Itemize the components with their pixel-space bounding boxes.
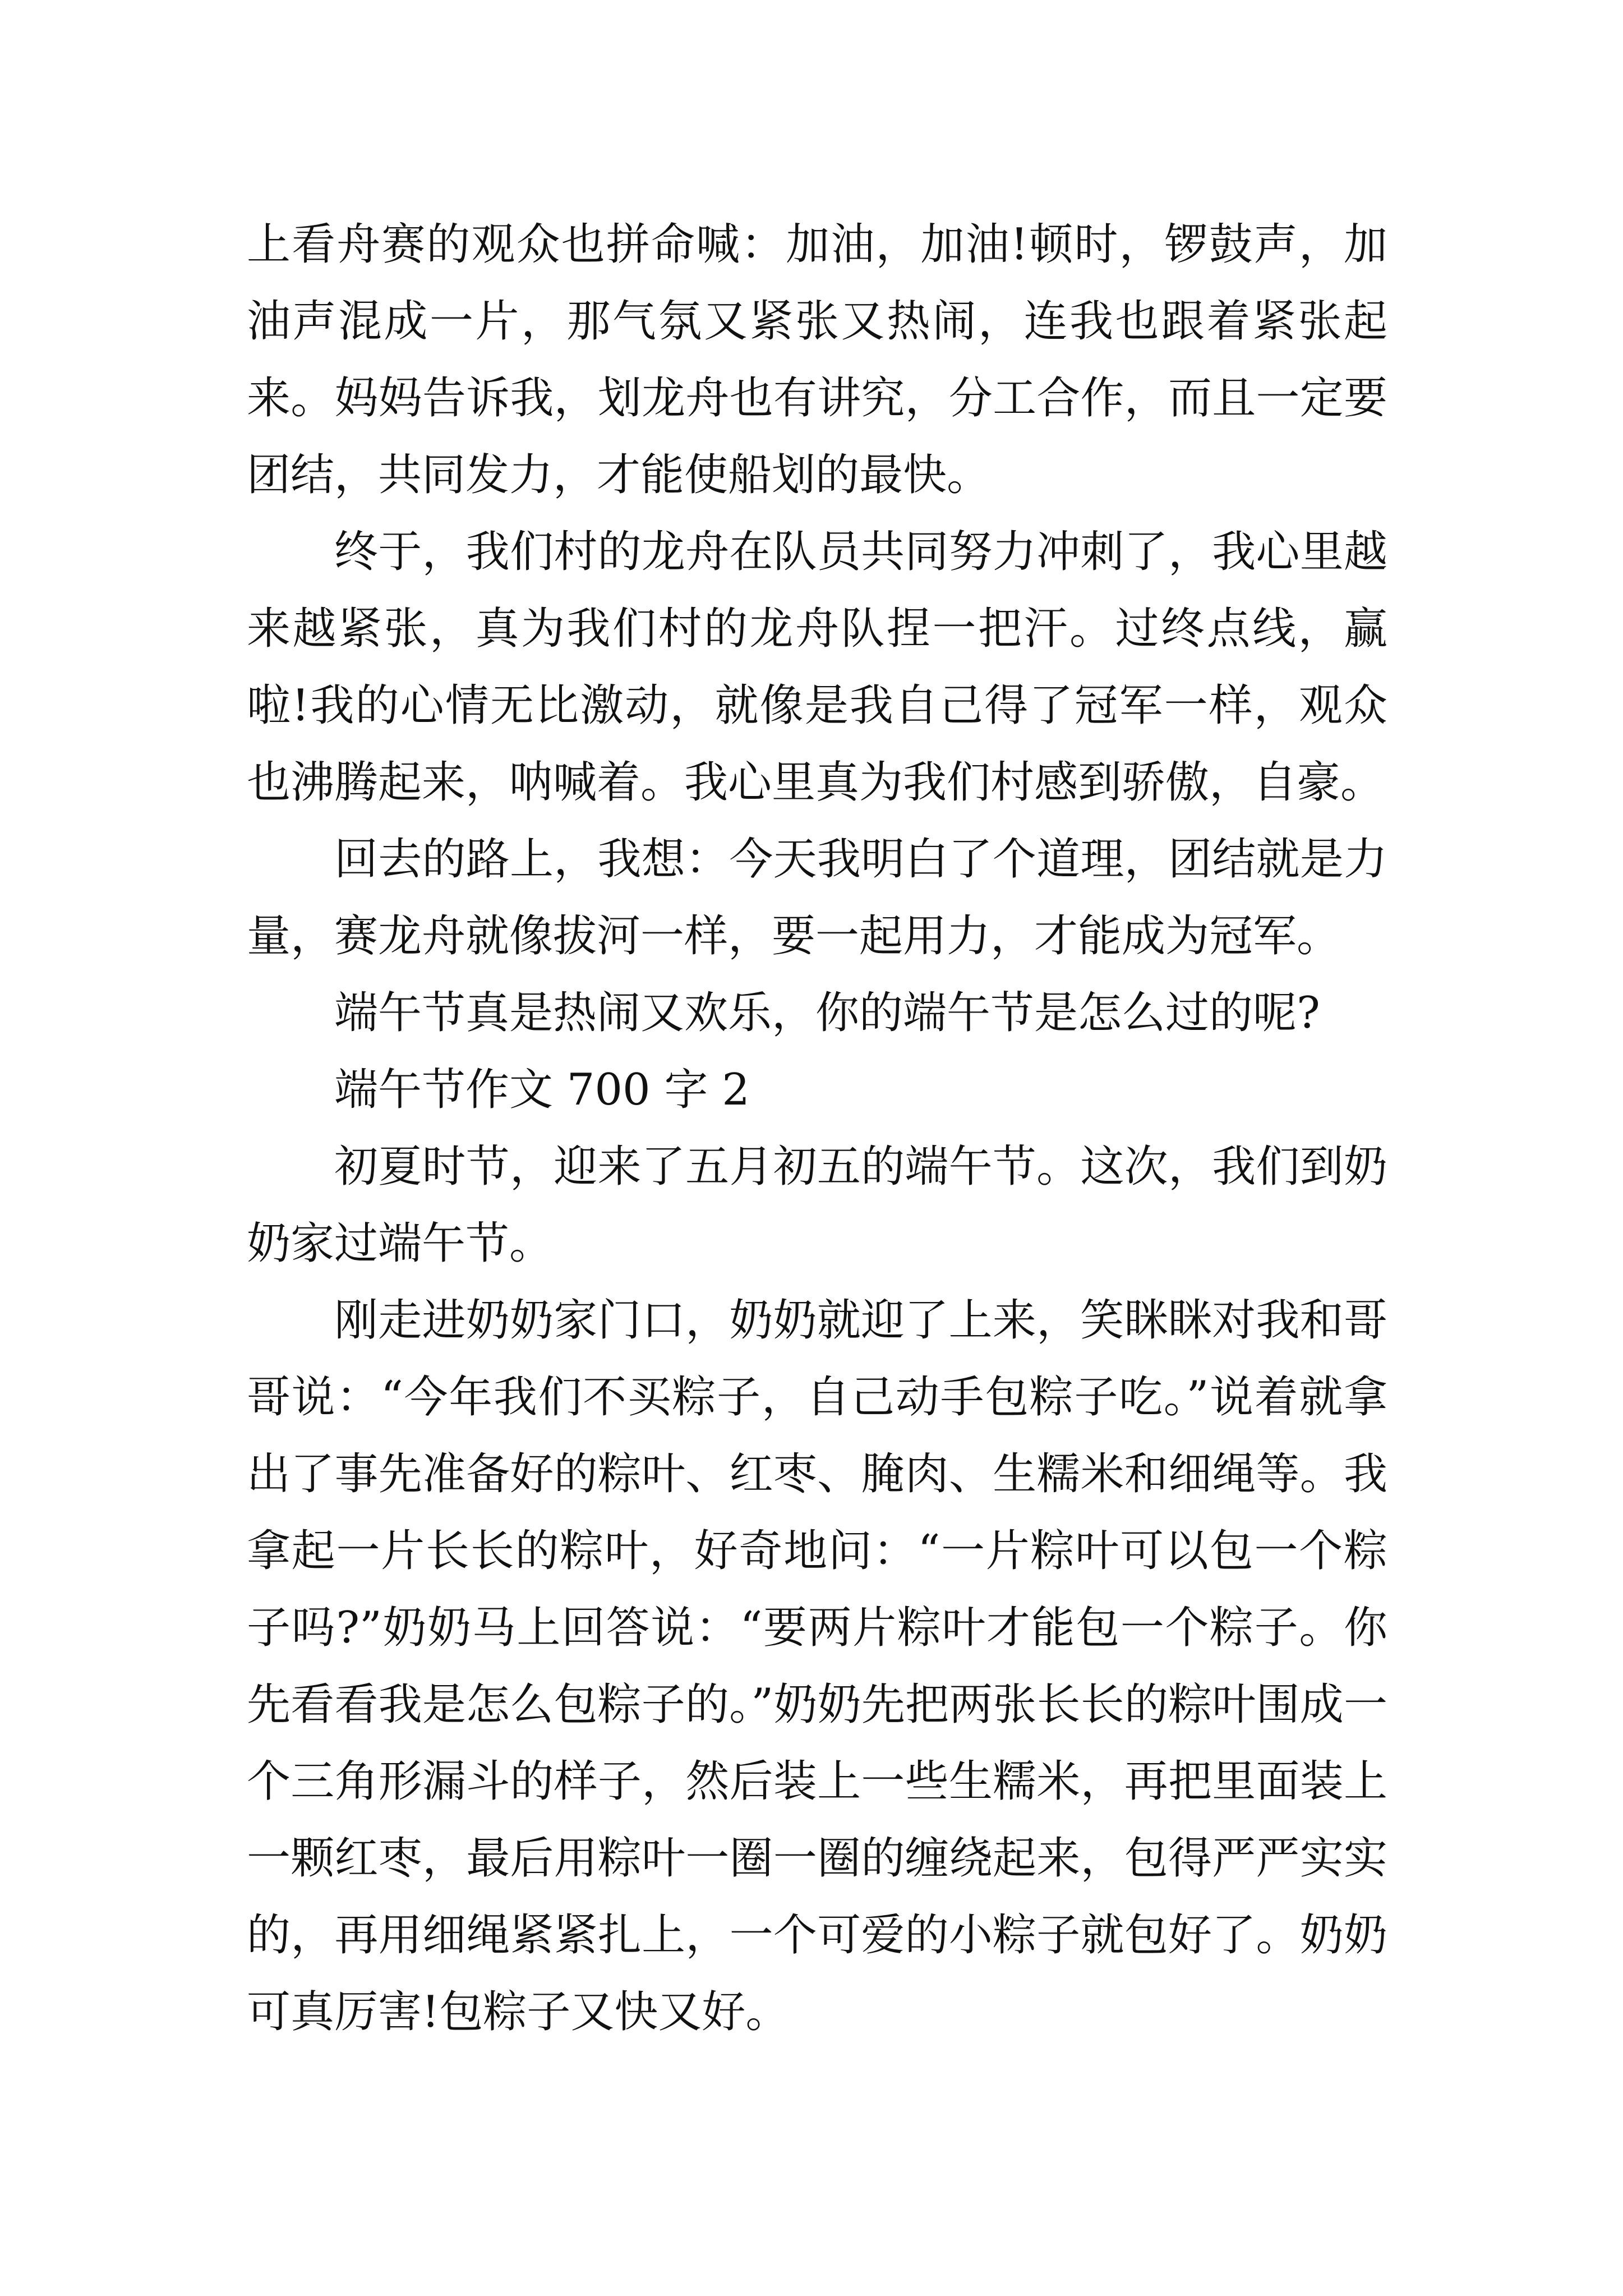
- paragraph: 初夏时节，迎来了五月初五的端午节。这次，我们到奶奶家过端午节。: [247, 1142, 1387, 1269]
- paragraph: 回去的路上，我想：今天我明白了个道理，团结就是力量，赛龙舟就像拔河一样，要一起用力，才能成为冠军。: [247, 834, 1387, 961]
- essay-body: [247, 206, 1387, 2051]
- paragraph-continuation: 上看舟赛的观众也拼命喊：加油，加油!顿时，锣鼓声，加油声混成一片，那气氛又紧张又热闹，连我也跟着紧张起来。妈妈告诉我，划龙舟也有讲究，分工合作，而且一定要团结，共同发力，才能使船划的最快。: [247, 219, 1387, 500]
- paragraph: 终于，我们村的龙舟在队员共同努力冲刺了，我心里越来越紧张，真为我们村的龙舟队捏一把汗。过终点线，赢啦!我的心情无比激动，就像是我自己得了冠军一样，观众也沸腾起来，呐喊着。我心里真为我们村感到骄傲，自豪。: [247, 527, 1387, 808]
- paragraph: 端午节真是热闹又欢乐，你的端午节是怎么过的呢?: [334, 988, 1320, 1038]
- paragraph: 刚走进奶奶家门口，奶奶就迎了上来，笑眯眯对我和哥哥说：“今年我们不买粽子，自己动手包粽子吃。”说着就拿出了事先准备好的粽叶、红枣、腌肉、生糯米和细绳等。我拿起一片长长的粽叶，好奇地问：“一片粽叶可以包一个粽子吗?”奶奶马上回答说：“要两片粽叶才能包一个粽子。你先看看我是怎么包粽子的。”奶奶先把两张长长的粽叶围成一个三角形漏斗的样子，然后装上一些生糯米，再把里面装上一颗红枣，最后用粽叶一圈一圈的缠绕起来，包得严严实实的，再用细绳紧紧扎上，一个可爱的小粽子就包好了。奶奶可真厉害!包粽子又快又好。: [247, 1295, 1387, 2037]
- essay-heading: 端午节作文 700 字 2: [334, 1065, 750, 1115]
